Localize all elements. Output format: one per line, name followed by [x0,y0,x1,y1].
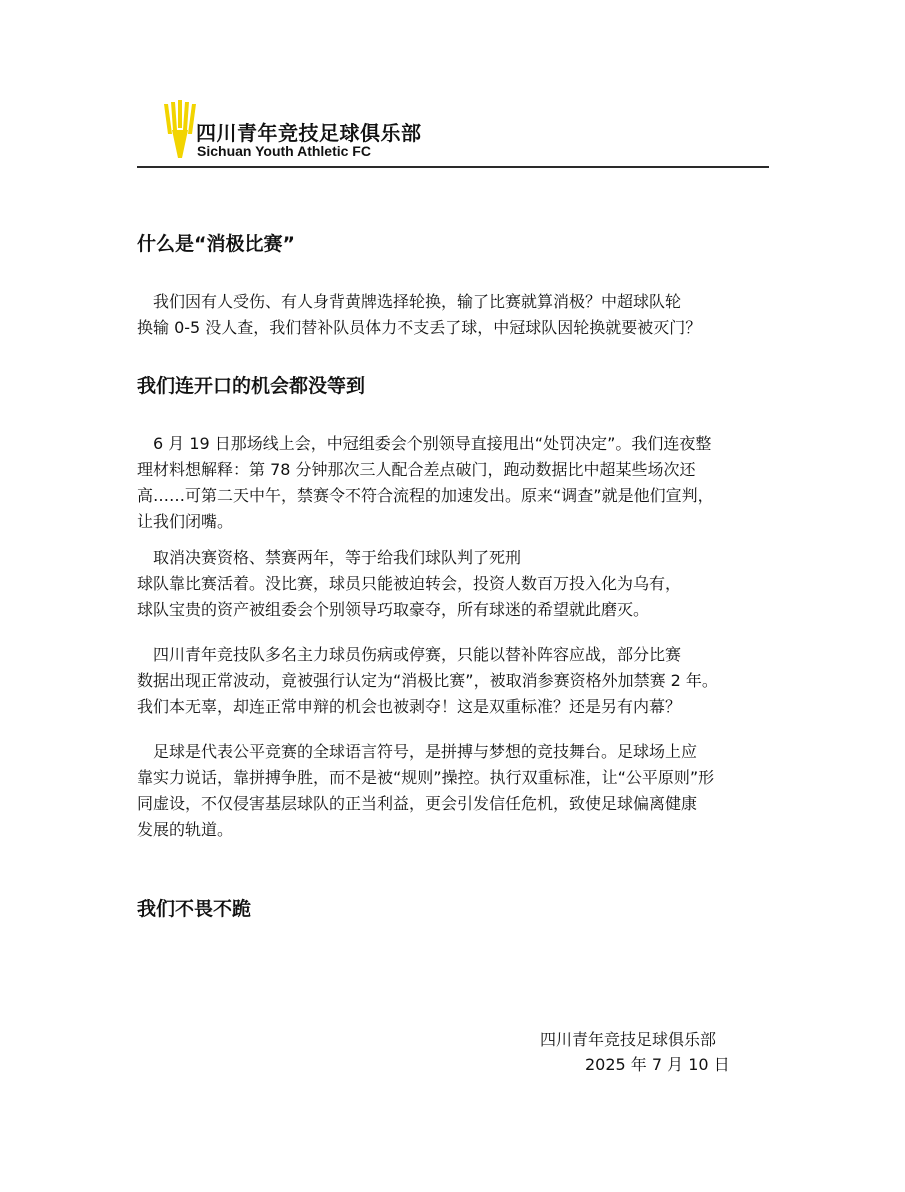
section-heading-no-chance: 我们连开口的机会都没等到 [137,375,366,397]
club-logo [162,100,200,160]
paragraph-line: 理材料想解释：第 78 分钟那次三人配合差点破门，跑动数据比中超某些场次还 [137,460,696,479]
paragraph-line: 换输 0-5 没人查，我们替补队员体力不支丢了球，中冠球队因轮换就要被灭门？ [137,318,702,337]
paragraph-line: 靠实力说话，靠拼搏争胜，而不是被“规则”操控。执行双重标准，让“公平原则”形 [137,768,715,787]
paragraph-line: 同虚设，不仅侵害基层球队的正当利益，更会引发信任危机，致使足球偏离健康 [137,794,698,813]
paragraph-line: 6 月 19 日那场线上会，中冠组委会个别领导直接甩出“处罚决定”。我们连夜整 [137,434,712,453]
section-heading-passive-play: 什么是“消极比赛” [137,233,295,255]
paragraph-line: 四川青年竞技队多名主力球员伤病或停赛，只能以替补阵容应战，部分比赛 [137,645,682,664]
paragraph [137,431,777,535]
paragraph-line: 让我们闭嘴。 [137,512,234,531]
section-heading-not-afraid: 我们不畏不跪 [137,898,252,920]
header-divider [137,166,769,168]
signature-date: 2025 年 7 月 10 日 [585,1055,730,1074]
paragraph-line: 我们本无辜，却连正常申辩的机会也被剥夺！这是双重标准？还是另有内幕？ [137,697,682,716]
paragraph-line: 足球是代表公平竞赛的全球语言符号，是拼搏与梦想的竞技舞台。足球场上应 [137,742,698,761]
logo-mark [164,100,196,158]
paragraph-line: 取消决赛资格、禁赛两年，等于给我们球队判了死刑 [137,548,522,567]
club-name-cn: 四川青年竞技足球俱乐部 [196,121,422,145]
paragraph-line: 高……可第二天中午，禁赛令不符合流程的加速发出。原来“调查”就是他们宣判， [137,486,714,505]
paragraph-line: 我们因有人受伤、有人身背黄牌选择轮换，输了比赛就算消极？中超球队轮 [137,292,682,311]
club-name-en: Sichuan Youth Athletic FC [197,143,371,159]
signature-organization: 四川青年竞技足球俱乐部 [540,1030,717,1049]
paragraph-line: 数据出现正常波动，竟被强行认定为“消极比赛”，被取消参赛资格外加禁赛 2 年。 [137,671,718,690]
paragraph [137,289,777,341]
paragraph [137,545,777,623]
paragraph-line: 发展的轨道。 [137,820,234,839]
paragraph [137,642,777,720]
paragraph-line: 球队宝贵的资产被组委会个别领导巧取豪夺，所有球迷的希望就此磨灭。 [137,600,650,619]
paragraph [137,739,777,843]
paragraph-line: 球队靠比赛活着。没比赛，球员只能被迫转会，投资人数百万投入化为乌有， [137,574,682,593]
